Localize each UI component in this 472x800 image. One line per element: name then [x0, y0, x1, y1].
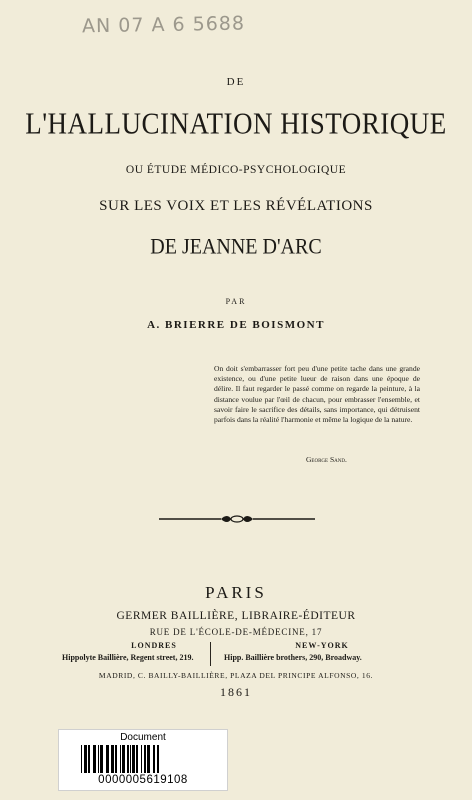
madrid-address: MADRID, C. BAILLY-BAILLIÈRE, PLAZA DEL PRINCIPE ALFONSO, 16.	[98, 671, 374, 680]
barcode-bar	[106, 745, 109, 773]
barcode-bar	[93, 745, 96, 773]
barcode-bar	[111, 745, 114, 773]
title-de: DE	[226, 76, 246, 88]
barcode-bar	[81, 745, 82, 773]
imprint-city: PARIS	[205, 583, 267, 602]
publisher-name: GERMER BAILLIÈRE, LIBRAIRE-ÉDITEUR	[116, 610, 356, 622]
barcode-bar	[100, 745, 103, 773]
page-title: L'HALLUCINATION HISTORIQUE	[25, 105, 447, 141]
barcode-bar	[127, 745, 129, 773]
london-address: Hippolyte Baillière, Regent street, 219.	[62, 653, 194, 662]
barcode-bar	[120, 745, 121, 773]
newyork-city: NEW-YORK	[295, 641, 349, 650]
barcode-bar	[130, 745, 131, 773]
barcode-bar	[144, 745, 146, 773]
subtitle-3: DE JEANNE D'ARC	[150, 234, 322, 260]
barcode-bar	[115, 745, 117, 773]
newyork-address: Hipp. Baillière brothers, 290, Broadway.	[224, 653, 362, 662]
barcode-bar	[122, 745, 125, 773]
handwritten-shelfmark: AN 07 A 6 5688	[81, 12, 246, 38]
author-name: A. BRIERRE DE BOISMONT	[147, 319, 325, 331]
imprint-divider	[210, 642, 211, 666]
barcode-bar	[84, 745, 87, 773]
byline-par: PAR	[225, 297, 247, 306]
barcode-label	[58, 729, 228, 791]
ornament-divider	[157, 512, 317, 526]
barcode-bar	[153, 745, 155, 773]
barcode-bar	[157, 745, 159, 773]
barcode-bar	[132, 745, 135, 773]
barcode-bar	[147, 745, 150, 773]
publisher-address: RUE DE L'ÉCOLE-DE-MÉDECINE, 17	[149, 627, 323, 637]
barcode-number: 0000005619108	[98, 774, 188, 786]
barcode-bar	[141, 745, 142, 773]
epigraph-author: George Sand.	[306, 455, 347, 464]
barcode-bar	[88, 745, 90, 773]
london-city: LONDRES	[131, 641, 177, 650]
subtitle-1: OU ÉTUDE MÉDICO-PSYCHOLOGIQUE	[125, 164, 347, 176]
epigraph-text: On doit s'embarrasser fort peu d'une petite tache dans une grande existence, ou d'une petite lueur de raison dans une époque de délire. Il faut regarder le passé comme on regarde la peinture, à la distance voulue par l'œil de chacun, pour embrasser l'ensemble, et savoir faire le sacrifice des détails, sans importance, qui détruisent parfois dans la réalité l'harmonie et même la logique de la nature.	[214, 364, 420, 425]
publication-year: 1861	[220, 685, 252, 699]
barcode-bars	[81, 745, 205, 773]
barcode-bar	[98, 745, 99, 773]
subtitle-2: SUR LES VOIX ET LES RÉVÉLATIONS	[99, 198, 373, 214]
barcode-bar	[136, 745, 138, 773]
barcode-title: Document	[120, 732, 166, 743]
